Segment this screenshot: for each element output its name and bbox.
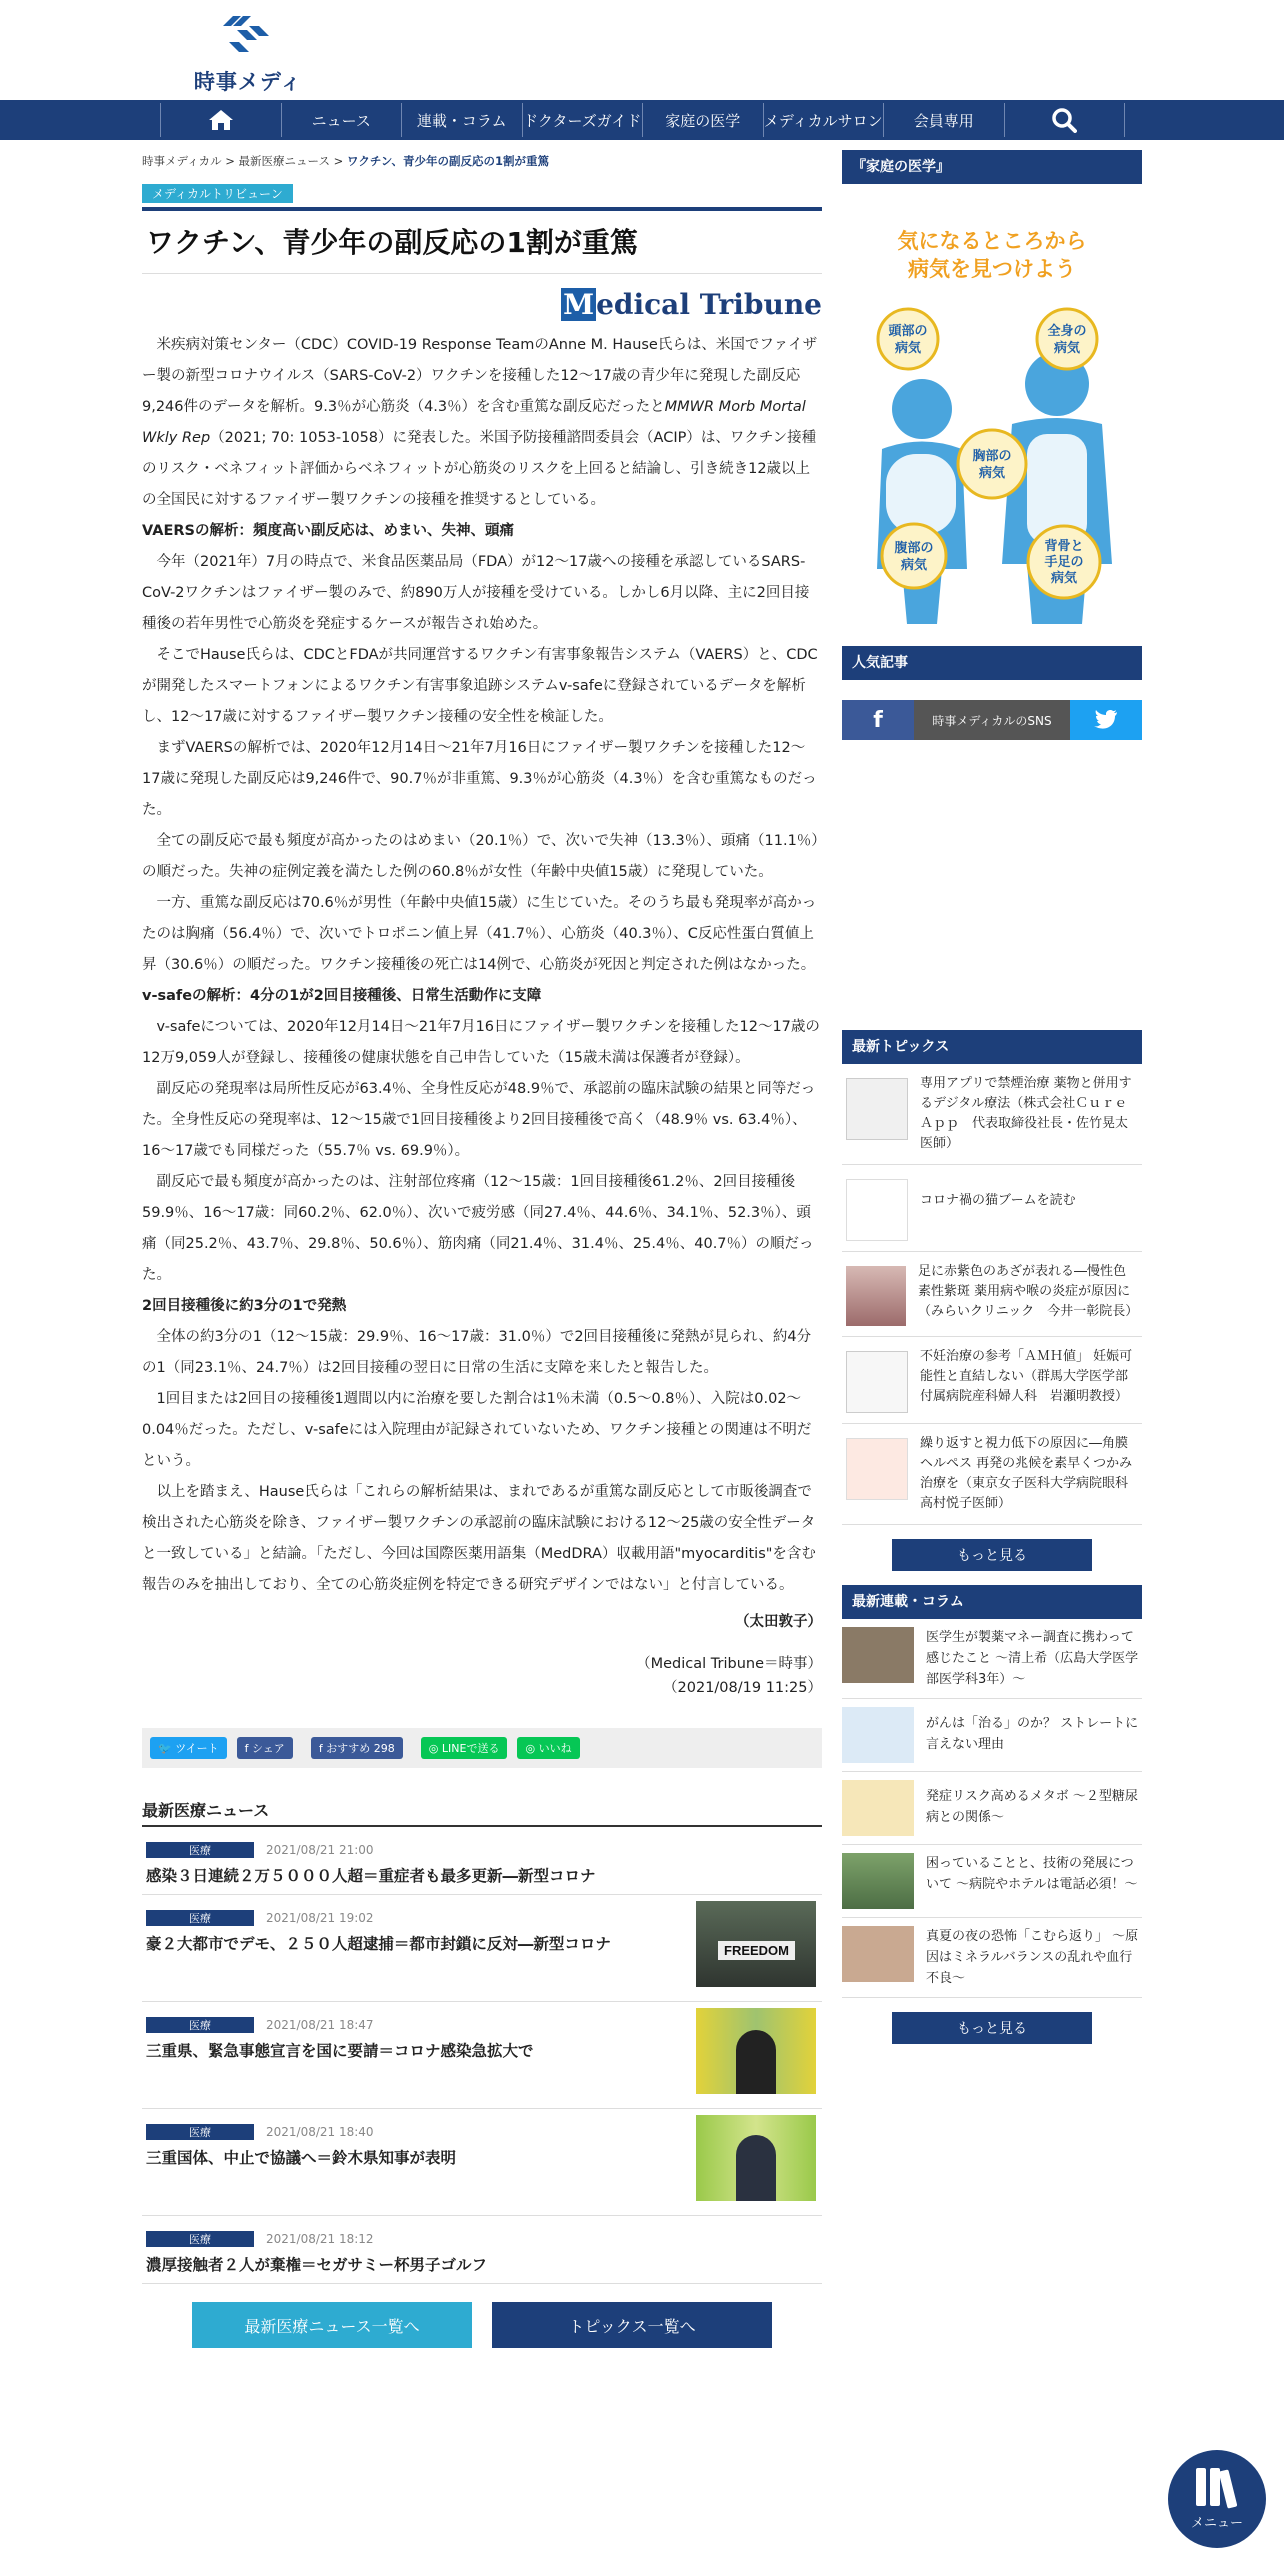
books-icon [1190,2464,1244,2510]
line-label: LINEで送る [441,1742,500,1755]
twitter-icon: 🐦 [158,1742,172,1755]
news-title[interactable]: 三重国体、中止で協議へ＝鈴木県知事が表明 [146,2149,457,2167]
topics-list-button[interactable]: トピックス一覧へ [492,2302,772,2348]
topic-thumbnail[interactable] [846,1438,908,1500]
article-body [142,330,822,1700]
line-icon: ◎ [428,1742,439,1755]
part-abdomen-label-2: 病気 [900,558,928,573]
news-category: 医療 [146,1910,254,1926]
iine-label: いいね [538,1742,572,1755]
news-thumbnail[interactable] [696,2008,816,2094]
paragraph: 副反応の発現率は局所性反応が63.4％、全身性反応が48.9％で、承認前の臨床試験の結果と同等だった。全身性反応の発現率は、12～15歳で1回目接種後より2回目接種後で高く（48.9％ vs. 63.4％）、16～17歳でも同様だった（55.7％ vs. 69.9％）。 [142,1081,816,1159]
twitter-link[interactable] [1070,700,1142,740]
illus-title-1: 気になるところから [897,229,1087,253]
news-category: 医療 [146,2017,254,2033]
article-author: （太田敦子） [735,1614,822,1630]
breadcrumb-sep: > [329,154,347,168]
facebook-icon: f [244,1742,249,1755]
facebook-recommend-button[interactable] [311,1737,403,1759]
news-thumbnail[interactable] [696,1901,816,1987]
column-item[interactable] [842,1699,1142,1772]
twitter-icon [1094,710,1118,730]
line-share-button[interactable] [421,1737,508,1759]
part-whole-body [1037,309,1097,369]
section-heading: v-safeの解析：4分の1が2回目接種後、日常生活動作に支障 [142,988,542,1004]
line-icon: ◎ [525,1742,536,1755]
paragraph: 1回目または2回目の接種後1週間以内に治療を要した割合は1％未満（0.5～0.8％）、入院は0.02～0.04％だった。ただし、v-safeには入院理由が記録されていないため、ワクチン接種との関連は不明だという。 [142,1391,812,1469]
news-item[interactable] [142,2109,822,2216]
topic-item[interactable] [842,1337,1142,1424]
person-silhouette [736,2135,776,2201]
news-title[interactable]: 濃厚接触者２人が棄権＝セガサミー杯男子ゴルフ [146,2256,488,2274]
part-head-label-2: 病気 [894,341,922,356]
popular-heading: 人気記事 [842,646,1142,680]
paragraph: 今年（2021年）7月の時点で、米食品医薬品局（FDA）が12～17歳への接種を承認しているSARS-CoV-2ワクチンはファイザー製のみで、約890万人が接種を受けている。しかし6月以降、主に2回目接種後の若年男性で心筋炎を発症するケースが報告され始めた。 [142,554,810,632]
news-date: 2021/08/21 18:40 [266,2125,374,2139]
topic-thumbnail[interactable] [846,1179,908,1241]
part-body-label-1: 全身の [1047,324,1087,339]
part-back-label-1: 背骨と [1044,539,1084,554]
topic-item[interactable] [842,1064,1142,1165]
nav-news[interactable]: ニュース [282,103,403,137]
nav-search[interactable] [1005,103,1126,137]
topic-item[interactable] [842,1424,1142,1525]
breadcrumb [142,150,822,174]
facebook-share-button[interactable] [237,1737,293,1759]
breadcrumb-home[interactable]: 時事メディカル [142,154,222,168]
news-category: 医療 [146,2231,254,2247]
latest-columns-heading: 最新連載・コラム [842,1585,1142,1619]
nav-doctors-guide[interactable]: ドクターズガイド [523,103,644,137]
facebook-icon: f [318,1742,323,1755]
site-logo-icon [223,12,273,58]
part-chest-label-2: 病気 [978,466,1006,481]
article-date: （2021/08/19 11:25） [663,1680,822,1696]
main-column [142,150,822,2348]
column-item[interactable] [842,1845,1142,1918]
news-title[interactable]: 豪２大都市でデモ、２５０人超逮捕＝都市封鎖に反対―新型コロナ [146,1935,611,1953]
column-item[interactable] [842,1918,1142,1998]
journal-name: MMWR Morb Mortal Wkly Rep [142,399,806,446]
news-date: 2021/08/21 21:00 [266,1843,374,1857]
news-title[interactable]: 三重県、緊急事態宣言を国に要請＝コロナ感染急拡大で [146,2042,534,2060]
body-figure-illustration [842,184,1142,624]
part-chest-label-1: 胸部の [972,449,1012,464]
publisher-logo [142,288,822,326]
breadcrumb-section[interactable]: 最新医療ニュース [238,154,330,168]
paragraph-text: （2021; 70: 1053-1058）に発表した。米国予防接種諮問委員会（ACIP）は、ワクチン接種のリスク・ベネフィット評価からベネフィットが心筋炎のリスクを上回ると結論し、引き続き12歳以上の全国民に対するファイザー製ワクチンの接種を推奨するとしている。 [142,430,817,508]
person-silhouette [736,2030,776,2094]
section-heading: 2回目接種後に約3分の1で発熱 [142,1298,347,1314]
publisher-logo-text: edical Tribune [596,288,822,321]
column-title[interactable]: がんは「治る」のか？ ストレートに言えない理由 [926,1716,1139,1752]
column-title[interactable]: 医学生が製薬マネー調査に携わって感じたこと ～清上希（広島大学医学部医学科3年）～ [926,1630,1139,1687]
column-title[interactable]: 困っていることと、技術の発展について ～病院やホテルは電話必須！～ [926,1856,1138,1892]
paragraph: 全ての副反応で最も頻度が高かったのはめまい（20.1％）で、次いで失神（13.3％）、頭痛（11.1％）の順だった。失神の症例定義を満たした例の60.8％が女性（年齢中央値15歳）に発現していた。 [142,833,819,880]
news-thumbnail-sign: FREEDOM [718,1941,795,1960]
column-thumbnail[interactable] [842,1707,914,1763]
column-item[interactable] [842,1772,1142,1845]
illus-title-2: 病気を見つけよう [908,257,1076,281]
news-category: 医療 [146,1842,254,1858]
news-title[interactable]: 感染３日連続２万５０００人超＝重症者も最多更新―新型コロナ [146,1867,596,1885]
topic-title[interactable]: コロナ禍の猫ブームを読む [920,1193,1076,1208]
part-abdomen [882,524,946,588]
facebook-link[interactable] [842,700,914,740]
topic-item[interactable] [842,1165,1142,1252]
column-thumbnail[interactable] [842,1780,914,1836]
columns-more-button[interactable]: もっと見る [892,2012,1092,2044]
news-list-button[interactable]: 最新医療ニュース一覧へ [192,2302,472,2348]
paragraph-text: 米疾病対策センター（CDC）COVID-19 Response TeamのAnne M. Hause氏らは、米国でファイザー製の新型コロナウイルス（SARS-CoV-2）ワクチンを接種した12～17歳の青少年に発現した副反応9,246件のデータを解析。9.3％が心筋炎（4.3％）を含む重篤な副反応だったと [142,337,818,415]
paragraph: まずVAERSの解析では、2020年12月14日～21年7月16日にファイザー製ワクチンを接種した12～17歳に発現した副反応は9,246件で、90.7％が非重篤、9.3％が心筋炎（4.3％）を含む重篤なものだった。 [142,740,817,818]
site-brand: 時事メディ [193,70,303,94]
news-date: 2021/08/21 19:02 [266,1911,374,1925]
part-chest [958,430,1026,498]
topic-item[interactable] [842,1252,1142,1337]
topic-thumbnail[interactable] [846,1351,908,1413]
global-nav [0,100,1284,140]
article-category[interactable]: メディカルトリビューン [142,184,293,203]
part-abdomen-label-1: 腹部の [894,541,934,556]
latest-news-heading: 最新医療ニュース [142,1798,822,1827]
paragraph: 副反応で最も頻度が高かったのは、注射部位疼痛（12～15歳：1回目接種後61.2％、2回目接種後59.9％、16～17歳：同60.2％、62.0％）、次いで疲労感（同27.4％、44.6％、34.1％、52.3％）、頭痛（同25.2％、43.7％、29.8％、50.6％）、筋肉痛（同21.4％、31.4％、25.4％、40.7％）の順だった。 [142,1174,814,1283]
news-item[interactable] [142,1827,822,1895]
topic-title[interactable]: 不妊治療の参考「ＡＭＨ値」 妊娠可能性と直結しない（群馬大学医学部付属病院産科婦人科 岩瀬明教授） [920,1349,1133,1404]
fb-reco-label: おすすめ 298 [326,1742,395,1755]
breadcrumb-current: ワクチン、青少年の副反応の1割が重篤 [346,154,549,168]
share-bar [142,1728,822,1768]
latest-topics-heading: 最新トピックス [842,1030,1142,1064]
column-thumbnail[interactable] [842,1926,914,1982]
tweet-label: ツイート [175,1742,219,1755]
section-heading: VAERSの解析：頻度高い副反応は、めまい、失神、頭痛 [142,523,514,539]
line-like-button[interactable] [517,1737,579,1759]
column-title[interactable]: 真夏の夜の恐怖「こむら返り」 ～原因はミネラルバランスの乱れや血行不良～ [926,1929,1139,1986]
news-item[interactable] [142,2216,822,2284]
nav-home[interactable] [161,103,282,137]
article-credit [142,1652,822,1700]
publisher-logo-mark: M [563,288,595,321]
sidebar [842,150,1142,2058]
body-illustration[interactable] [842,184,1142,624]
paragraph: 全体の約3分の1（12～15歳：29.9％、16～17歳：31.0％）で2回目接種後に発熱が見られ、約4分の1（同23.1％、24.7％）は2回目接種の翌日に日常の生活に支障を来したと報告した。 [142,1329,812,1376]
tweet-button[interactable] [150,1737,227,1759]
article-title: ワクチン、青少年の副反応の1割が重篤 [146,226,638,259]
article-title-bar [142,207,822,274]
column-title[interactable]: 発症リスク高めるメタボ ～２型糖尿病との関係～ [926,1789,1138,1825]
part-back-limbs [1028,526,1100,598]
site-logo[interactable] [188,12,308,94]
nav-members[interactable]: 会員専用 [884,103,1005,137]
sns-label: 時事メディカルのSNS [914,700,1070,740]
topic-title[interactable]: 繰り返すと視力低下の原因に―角膜ヘルペス 再発の兆候を素早くつかみ治療を（東京女子医科大学病院眼科 高村悦子医師） [920,1436,1142,1511]
part-back-label-2: 手足の [1044,555,1084,570]
news-date: 2021/08/21 18:12 [266,2232,374,2246]
bottom-buttons [142,2302,822,2348]
paragraph: 以上を踏まえ、Hause氏らは「これらの解析結果は、まれであるが重篤な副反応として市販後調査で検出された心筋炎を除き、ファイザー製ワクチンの承認前の臨床試験における12～25歳の安全性データと一致している」と結論。「ただし、今回は国際医薬用語集（MedDRA）収載用語"myocarditis"を含む報告のみを抽出しており、全ての心筋炎症例を特定できる研究デザインではない」と付言している。 [142,1484,816,1593]
news-item[interactable] [142,1895,822,2002]
menu-label: メニュー [1190,2516,1243,2531]
paragraph: 一方、重篤な副反応は70.6％が男性（年齢中央値15歳）に生じていた。そのうち最も発現率が高かったのは胸痛（56.4％）で、次いでトロポニン値上昇（41.7％）、心筋炎（40.3％）、C反応性蛋白質値上昇（30.6％）の順だった。ワクチン接種後の死亡は14例で、心筋炎が死因と判定された例はなかった。 [142,895,817,973]
menu-button[interactable] [1168,2450,1266,2548]
topic-title[interactable]: 足に赤紫色のあざが表れる―慢性色素性紫斑 薬用病や喉の炎症が原因に（みらいクリニック 今井一彰院長） [918,1264,1139,1319]
news-category: 医療 [146,2124,254,2140]
column-item[interactable] [842,1619,1142,1699]
paragraph: v-safeについては、2020年12月14日～21年7月16日にファイザー製ワクチンを接種した12～17歳の12万9,059人が登録し、接種後の健康状態を自己申告していた（15歳未満は保護者が登録）。 [142,1019,820,1066]
news-thumbnail[interactable] [696,2115,816,2201]
column-thumbnail[interactable] [842,1853,914,1909]
fb-share-label: シェア [252,1742,285,1755]
breadcrumb-sep: > [221,154,239,168]
home-icon [208,109,234,131]
news-item[interactable] [142,2002,822,2109]
article-source: （Medical Tribune＝時事） [636,1656,822,1672]
home-medicine-heading: 『家庭の医学』 [842,150,1142,184]
topic-thumbnail[interactable] [846,1078,908,1140]
topics-more-button[interactable]: もっと見る [892,1539,1092,1571]
topic-title[interactable]: 専用アプリで禁煙治療 薬物と併用するデジタル療法（株式会社ＣｕｒｅＡｐｐ 代表取締役社長・佐竹晃太医師） [920,1076,1132,1151]
column-thumbnail[interactable] [842,1627,914,1683]
part-head [878,309,938,369]
part-back-label-3: 病気 [1050,571,1078,586]
search-icon [1051,107,1077,133]
nav-home-medicine[interactable]: 家庭の医学 [643,103,764,137]
nav-medical-salon[interactable]: メディカルサロン [764,103,885,137]
part-body-label-2: 病気 [1053,341,1081,356]
topic-thumbnail[interactable] [846,1266,906,1326]
paragraph [142,330,822,516]
paragraph: そこでHause氏らは、CDCとFDAが共同運営するワクチン有害事象報告システム（VAERS）と、CDCが開発したスマートフォンによるワクチン有害事象追跡システムv-safeに登録されているデータを解析し、12～17歳に対するファイザー製ワクチン接種の安全性を検証した。 [142,647,818,725]
news-date: 2021/08/21 18:47 [266,2018,374,2032]
part-head-label-1: 頭部の [888,324,928,339]
facebook-icon: f [873,707,883,733]
sns-bar [842,700,1142,740]
nav-column[interactable]: 連載・コラム [402,103,523,137]
